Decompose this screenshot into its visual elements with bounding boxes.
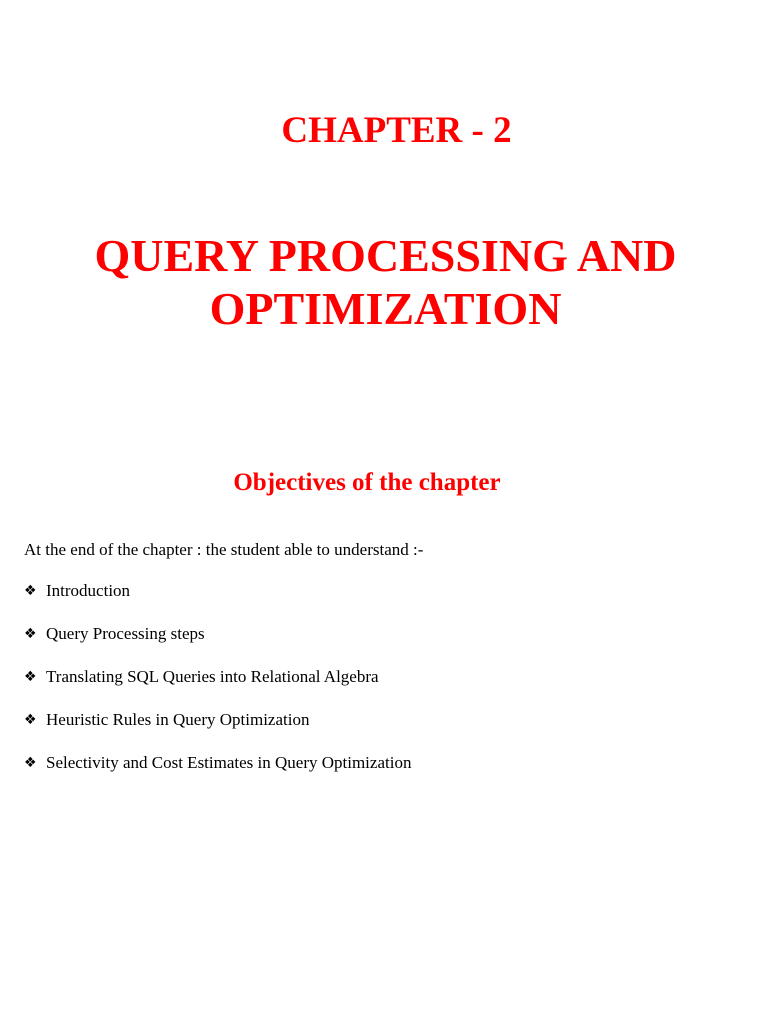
diamond-bullet-icon: ❖ xyxy=(24,626,37,642)
objective-item-text: Heuristic Rules in Query Optimization xyxy=(46,710,310,729)
objective-item xyxy=(24,580,411,623)
chapter-title-line-1: QUERY PROCESSING AND xyxy=(94,230,677,281)
diamond-bullet-icon: ❖ xyxy=(24,755,37,771)
chapter-title-line-2: OPTIMIZATION xyxy=(209,283,562,334)
diamond-bullet-icon: ❖ xyxy=(24,669,37,685)
objective-item xyxy=(24,709,411,752)
diamond-bullet-icon: ❖ xyxy=(24,583,37,599)
objectives-list xyxy=(24,580,411,795)
objective-item xyxy=(24,623,411,666)
chapter-number: CHAPTER - 2 xyxy=(281,110,512,151)
objective-item xyxy=(24,666,411,709)
objectives-heading: Objectives of the chapter xyxy=(233,469,501,496)
objective-item-text: Introduction xyxy=(46,581,131,600)
objective-item-text: Translating SQL Queries into Relational Algebra xyxy=(46,667,379,686)
chapter-title xyxy=(0,229,768,335)
diamond-bullet-icon: ❖ xyxy=(24,712,37,728)
objective-item-text: Selectivity and Cost Estimates in Query Optimization xyxy=(46,753,412,772)
objective-item-text: Query Processing steps xyxy=(46,624,205,643)
objective-item xyxy=(24,752,411,795)
objectives-intro: At the end of the chapter : the student able to understand :- xyxy=(24,540,424,559)
